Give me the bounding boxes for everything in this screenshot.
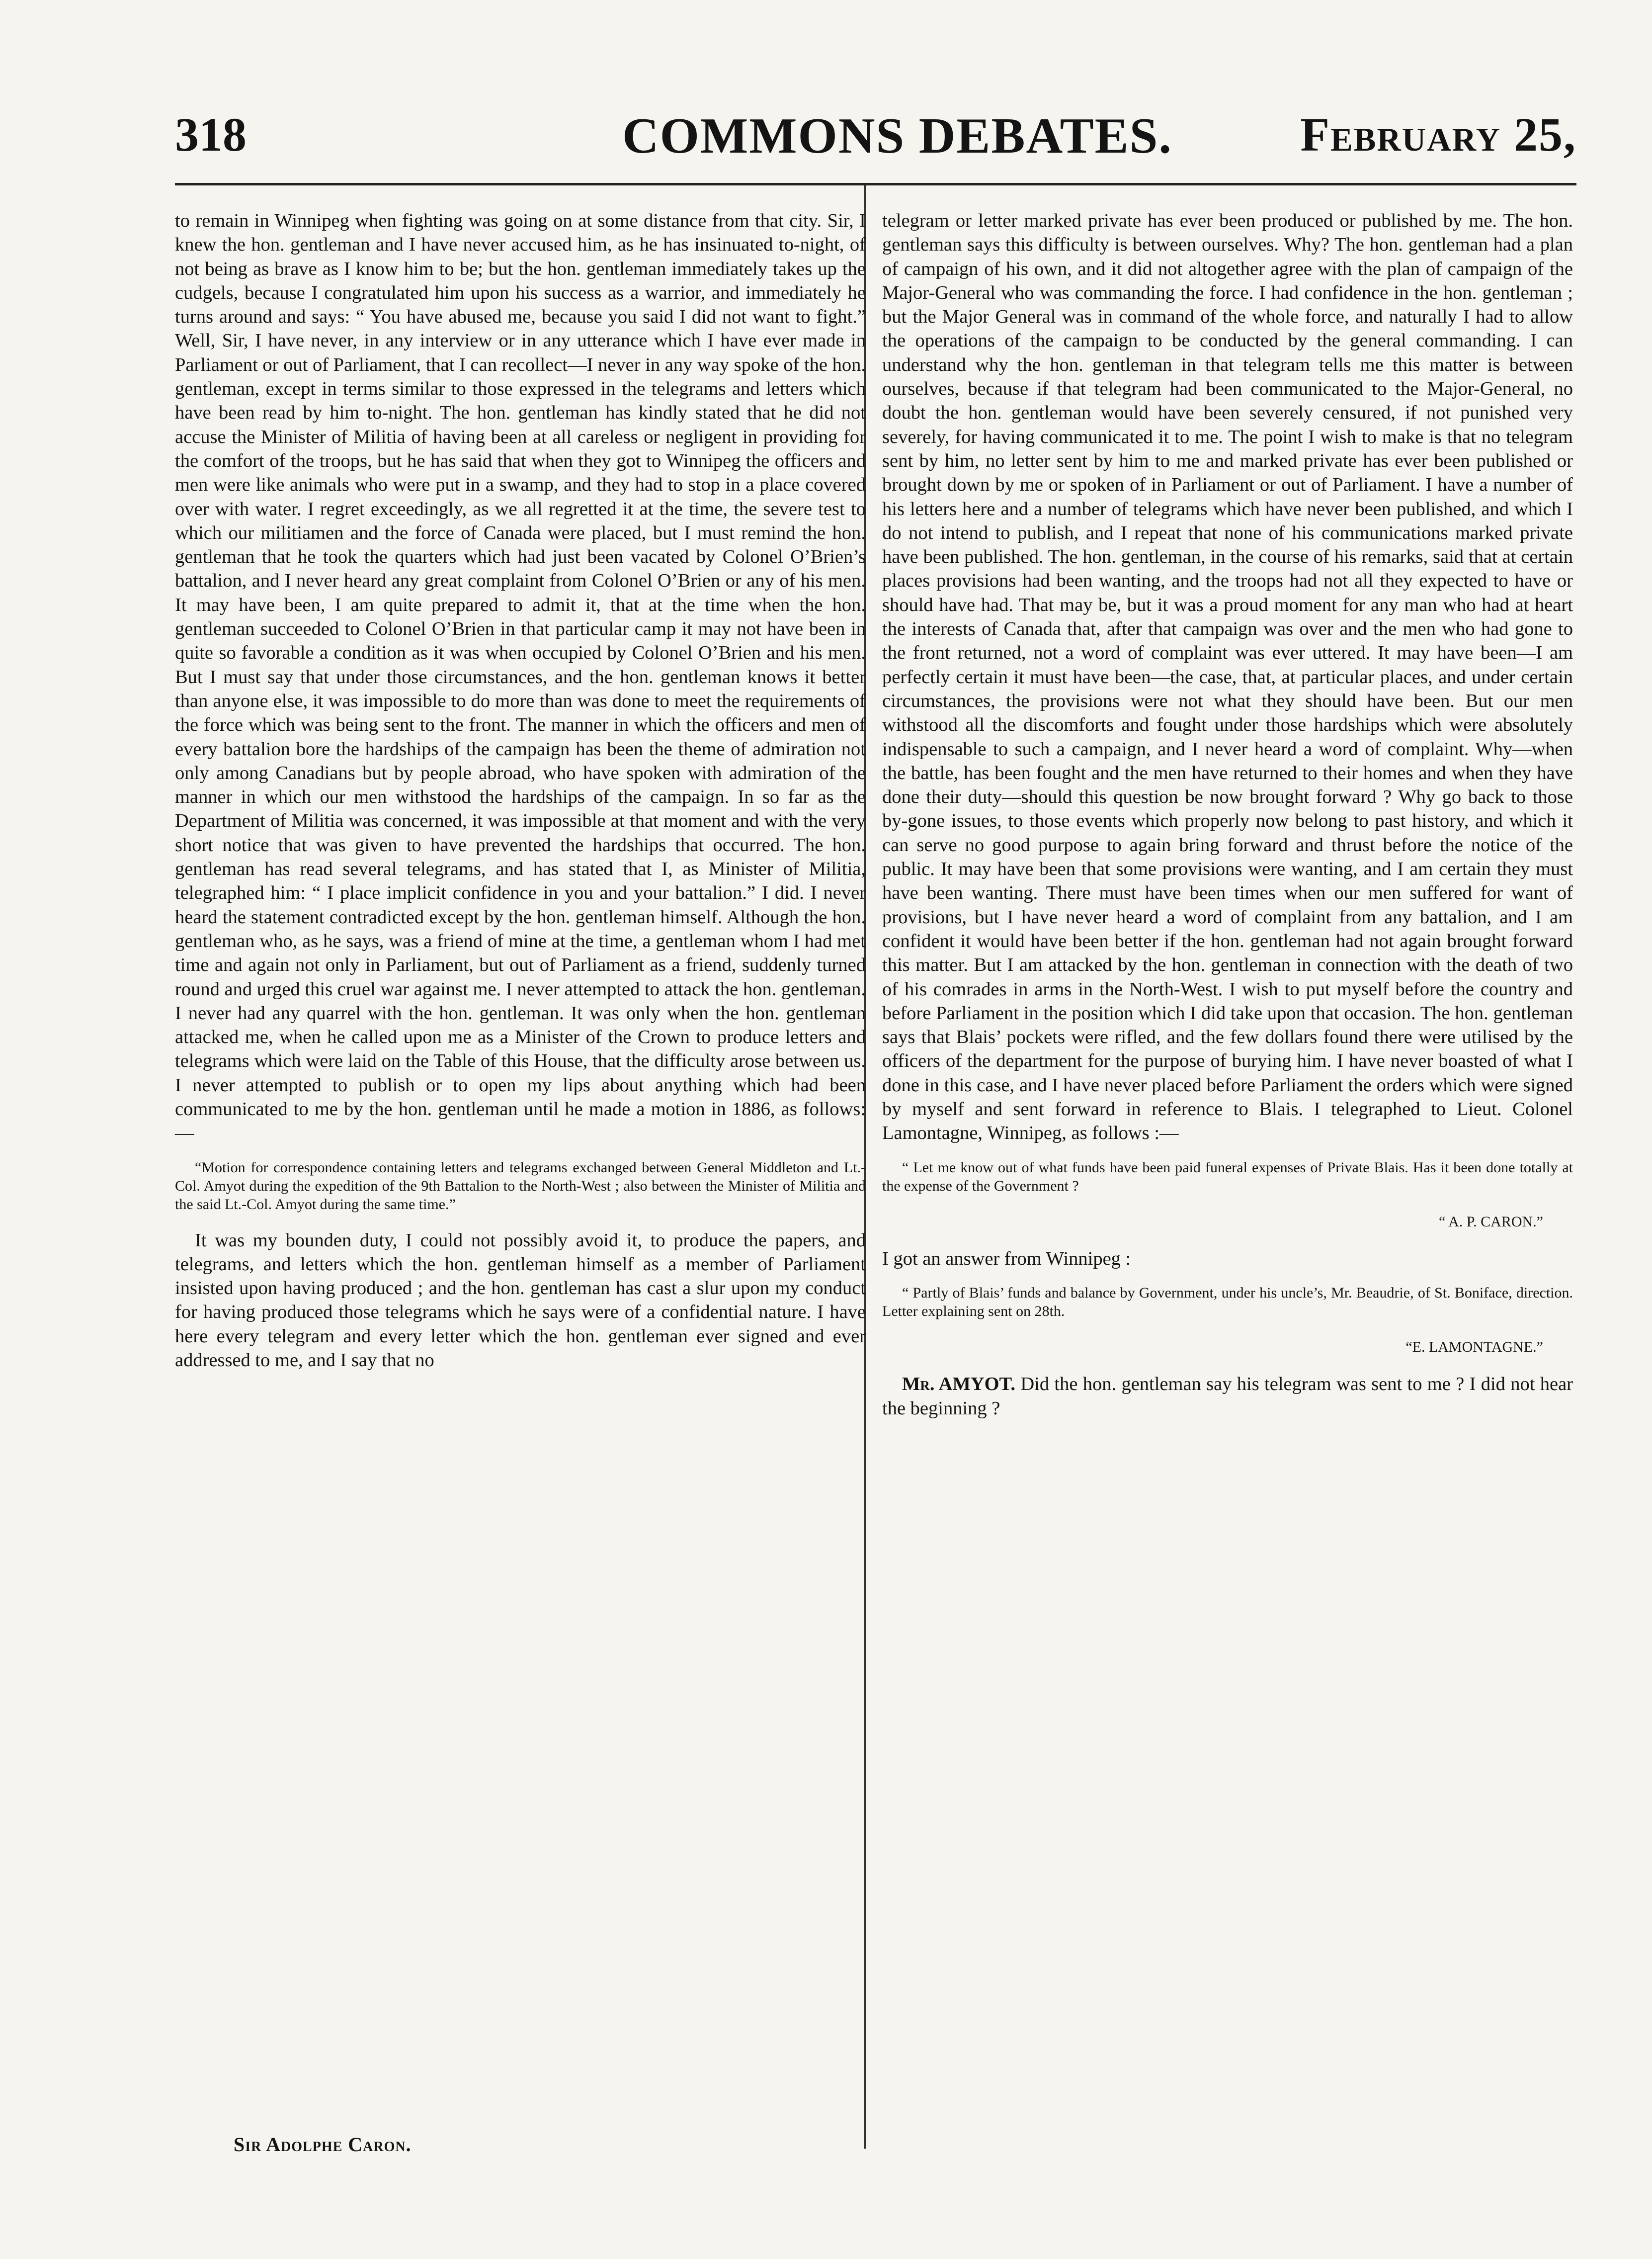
telegram-signature-1: “ A. P. CARON.” <box>1438 1213 1543 1230</box>
speaker-name: Mr. AMYOT. <box>902 1374 1015 1395</box>
telegram-signature-2: “E. LAMONTAGNE.” <box>1405 1339 1543 1356</box>
page-title: COMMONS DEBATES. <box>622 108 1172 164</box>
footer-speaker: Sir Adolphe Caron. <box>234 2133 412 2156</box>
right-column <box>882 209 1573 1425</box>
telegram-quote-1: “ Let me know out of what funds have been paid funeral expenses of Private Blais. Has it been done totally at the expense of the Government ? <box>882 1159 1573 1194</box>
left-column <box>175 209 866 1377</box>
speaker-paragraph <box>882 1372 1573 1420</box>
page-number: 318 <box>175 108 247 161</box>
page-date: February 25, <box>1300 108 1576 161</box>
left-paragraph-2: It was my bounden duty, I could not possibly avoid it, to produce the papers, and telegrams, and letters which the hon. gentleman himself as a member of Parliament insisted upon having produced ; and the hon. gentleman has cast a slur upon my conduct for having produced those telegrams which he says were of a confidential nature. I have here every telegram and every letter which the hon. gentleman ever signed and ever addressed to me, and I say that no <box>175 1229 866 1371</box>
right-paragraph-1: telegram or letter marked private has ever been produced or published by me. The hon. gentleman says this difficulty is between ourselves. Why? The hon. gentleman had a plan of campaign of his own, and it did not altogether agree with the plan of campaign of the Major-General who was commanding the force. I had confidence in the hon. gentleman ; but the Major General was in command of the whole force, and naturally I had to allow the operations of the campaign to be conducted by the general commanding. I can understand why the hon. gentleman in that telegram tells me this matter is between ourselves, because if that telegram had been communicated to the Major-General, no doubt the hon. gentleman would have been severely censured, if not punished very severely, for having communicated it to me. The point I wish to make is that no telegram sent by him, no letter sent by him to me and marked private has ever been published or brought down by me or spoken of in Parliament or out of Parliament. I have a number of his letters here and a number of telegrams which have never been published, and which I do not intend to publish, and I repeat that none of his communications marked private have been published. The hon. gentleman, in the course of his remarks, said that at certain places provisions had been wanting, and the troops had not all they expected to have or should have had. That may be, but it was a proud moment for any man who had at heart the interests of Canada that, after that campaign was over and the men who had gone to the front returned, not a word of complaint was ever uttered. It may have been—I am perfectly certain it must have been—the case, that, at particular places, and under certain circumstances, the provisions were not what they should have been. But our men withstood all the discomforts and fought under those hardships which were absolutely indispensable to such a campaign, and I never heard a word of complaint. Why—when the battle, has been fought and the men have returned to their homes and when they have done their duty—should this question be now brought forward ? Why go back to those by-gone issues, to those events which properly now belong to past history, and which it can serve no good purpose to again bring forward and thrust before the notice of the public. It may have been that some provisions were wanting, and I am certain they must have been wanting. There must have been times when our men suffered for want of provisions, but I have never heard a word of complaint from any battalion, and I am confident it would have been better if the hon. gentleman had not again brought forward this matter. But I am attacked by the hon. gentleman in connection with the death of two of his comrades in arms in the North-West. I wish to put myself before the country and before Parliament in the position which I did take upon that occasion. The hon. gentleman says that Blais’ pockets were rifled, and the few dollars found there were utilised by the officers of the department for the purpose of burying him. I have never boasted of what I done in this case, and I have never placed before Parliament the orders which were signed by myself and sent forward in reference to Blais. I telegraphed to Lieut. Colonel Lamontagne, Winnipeg, as follows :— <box>882 210 1573 1144</box>
motion-quote: “Motion for correspondence containing letters and telegrams exchanged between General Middleton and Lt.-Col. Amyot during the expedition of the 9th Battalion to the North-West ; also between the Minister of Militia and the said Lt.-Col. Amyot during the same time.” <box>175 1159 866 1213</box>
right-paragraph-2: I got an answer from Winnipeg : <box>882 1248 1131 1269</box>
speaker-text: Did the hon. gentleman say his telegram was sent to me ? I did not hear the beginning ? <box>882 1374 1573 1419</box>
left-paragraph-1: to remain in Winnipeg when fighting was going on at some distance from that city. Sir, I knew the hon. gentleman and I have never accused him, as he has insinuated to-night, of not being as brave as I know him to be; but the hon. gentleman immediately takes up the cudgels, because I congratulated him upon his success as a warrior, and immediately he turns around and says: “ You have abused me, because you said I did not want to fight.” Well, Sir, I have never, in any interview or in any utterance which I have ever made in Parliament or out of Parliament, that I can recollect—I never in any way spoke of the hon. gentleman, except in terms similar to those expressed in the telegrams and letters which have been read by him to-night. The hon. gentleman has kindly stated that he did not accuse the Minister of Militia of having been at all careless or negligent in providing for the comfort of the troops, but he has said that when they got to Winnipeg the officers and men were like animals who were put in a swamp, and they had to stop in a place covered over with water. I regret exceedingly, as we all regretted it at the time, the severe test to which our militiamen and the force of Canada were placed, but I must remind the hon. gentleman that he took the quarters which had just been vacated by Colonel O’Brien’s battalion, and I never heard any great complaint from Colonel O’Brien or any of his men. It may have been, I am quite prepared to admit it, that at the time when the hon. gentleman succeeded to Colonel O’Brien in that particular camp it may not have been in quite so favorable a condition as it was when occupied by Colonel O’Brien and his men. But I must say that under those circumstances, and the hon. gentleman knows it better than anyone else, it was impossible to do more than was done to meet the requirements of the force which was being sent to the front. The manner in which the officers and men of every battalion bore the hardships of the campaign has been the theme of admiration not only among Canadians but by people abroad, who have spoken with admiration of the manner in which our men withstood the hardships of the campaign. In so far as the Department of Militia was concerned, it was impossible at that moment and with the very short notice that was given to have prevented the hardships that occurred. The hon. gentleman has read several telegrams, and has stated that I, as Minister of Militia, telegraphed him: “ I place implicit confidence in you and your battalion.” I did. I never heard the statement contradicted except by the hon. gentleman himself. Although the hon. gentleman who, as he says, was a friend of mine at the time, a gentleman whom I had met time and again not only in Parliament, but out of Parliament as a friend, suddenly turned round and urged this cruel war against me. I never attempted to attack the hon. gentleman. I never had any quarrel with the hon. gentleman. It was only when the hon. gentleman attacked me, when he called upon me as a Minister of the Crown to produce letters and telegrams which were laid on the Table of this House, that the difficulty arose between us. I never attempted to publish or to open my lips about anything which had been communicated to me by the hon. gentleman until he made a motion in 1886, as follows:— <box>175 210 866 1144</box>
telegram-quote-2: “ Partly of Blais’ funds and balance by Government, under his uncle’s, Mr. Beaudrie, of St. Boniface, direction. Letter explaining sent on 28th. <box>882 1285 1573 1320</box>
page-header <box>175 107 1576 176</box>
header-rule <box>175 183 1576 185</box>
